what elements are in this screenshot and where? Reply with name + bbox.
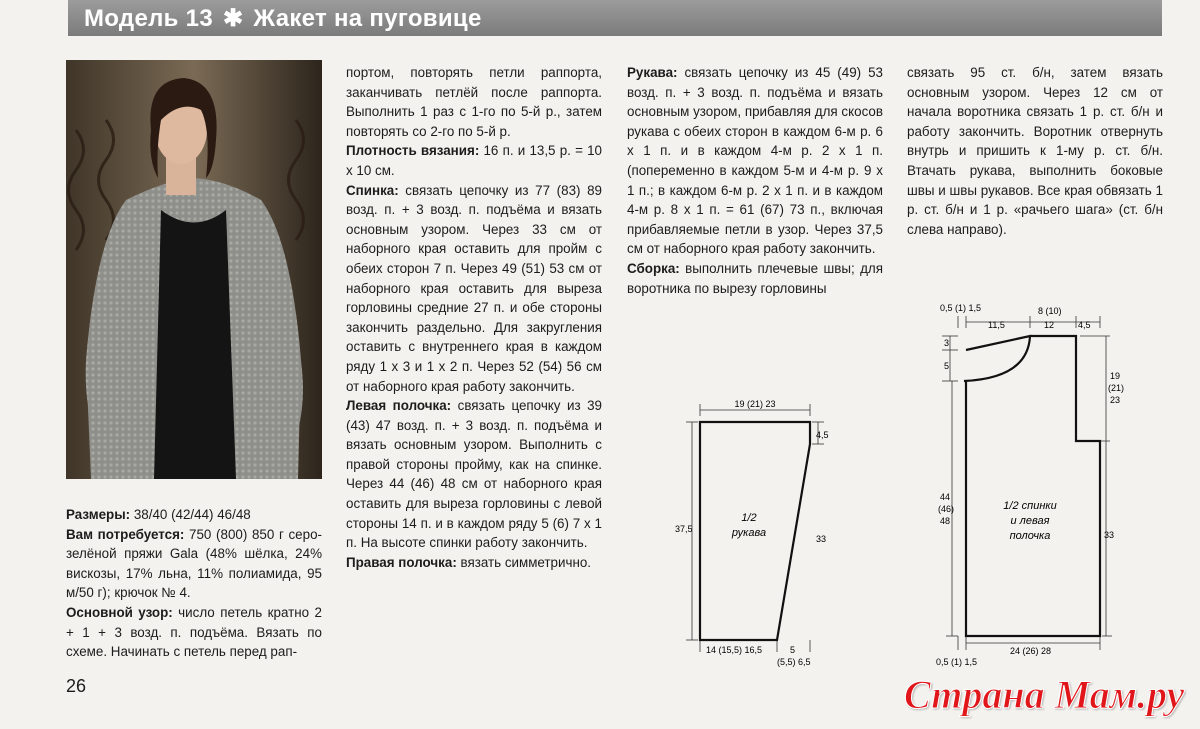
armhole-height-c: 23 — [1110, 395, 1121, 405]
paragraph: Плотность вязания: 16 п. и 13,5 р. = 10 х 10 см. — [346, 143, 602, 178]
sleeve-label-1: 1/2 — [741, 512, 757, 524]
bottom-left-margin: 0,5 (1) 1,5 — [936, 657, 978, 667]
right-top-width: 4,5 — [1078, 320, 1091, 330]
sleeve-bottom-width: 14 (15,5) 16,5 — [706, 645, 763, 655]
armhole-height-b: (21) — [1108, 383, 1125, 393]
front-height-c: 48 — [940, 516, 951, 526]
neck-width: 12 — [1044, 320, 1055, 330]
back-front-diagram — [930, 298, 1130, 675]
diagram-label-2: и левая — [1010, 515, 1050, 527]
column-3 — [627, 63, 883, 298]
sleeve-diagram — [666, 396, 846, 681]
paragraph: портом, повторять петли раппорта, заканчивать петлёй после раппорта. Выполнить 1 раз с 1-го по 5-й р., затем повторять со 2-го по 5-й р. — [346, 65, 602, 139]
column-1 — [66, 505, 322, 662]
sleeve-left-height: 37,5 — [675, 524, 693, 534]
neck-top-width: 8 (10) — [1038, 306, 1062, 316]
sleeve-right-top: 4,5 — [816, 430, 829, 440]
paragraph: Основной узор: число петель кратно 2 + 1 + 3 возд. п. подъёма. Вязать по схеме. Начинать с петель перед рап- — [66, 604, 323, 660]
front-height-b: (46) — [938, 504, 955, 514]
top-left-margin: 0,5 (1) 1,5 — [940, 303, 982, 313]
paragraph: связать 95 ст. б/н, затем вязать основным узором. Через 12 см от начала воротника связать 1 р. ст. б/н и работу закончить. Воротник отвернуть внутрь и пришить к 1-му р. ст. б/н. Втачать рукава, выполнить боковые швы и швы рукавов. Все края обвязать 1 р. ст. б/н и 1 р. «рачьего шага» (ст. б/н слева направо). — [907, 65, 1163, 237]
left-dim-3: 3 — [944, 338, 950, 348]
sleeve-right-height: 33 — [816, 534, 827, 544]
bottom-width: 24 (26) 28 — [1010, 646, 1052, 656]
star-icon: ✱ — [222, 5, 244, 32]
paragraph: Правая полочка: вязать симметрично. — [346, 554, 592, 570]
sleeve-label-2: рукава — [731, 527, 767, 539]
page-number: 26 — [66, 676, 87, 696]
paragraph: Размеры: 38/40 (42/44) 46/48 — [66, 507, 251, 522]
model-name: Жакет на пуговице — [253, 5, 482, 32]
model-photo — [66, 60, 322, 479]
column-4 — [907, 63, 1163, 239]
sleeve-top-width: 19 (21) 23 — [734, 399, 776, 409]
sleeve-bottom-right-b: (5,5) 6,5 — [777, 657, 811, 667]
model-number: Модель 13 — [84, 5, 213, 32]
paragraph: Левая полочка: связать цепочку из 39 (43) 47 возд. п. + 3 возд. п. подъёма и вязать основным узором. Выполнить с правой стороны пройму, как на спинке. Через 44 (46) 48 см от наборного края оставить для выреза горловины с левой стороны 14 п. и в каждом ряду 5 (6) 7 х 1 п. На высоте спинки работу закончить. — [346, 398, 603, 551]
paragraph: Вам потребуется: 750 (800) 850 г серо-зелёной пряжи Gala (48% шёлка, 24% вискозы, 17% льна, 11% полиамида, 95 м/50 г); крючок № 4. — [66, 526, 322, 601]
left-dim-5: 5 — [944, 361, 950, 371]
diagram-label-1: 1/2 спинки — [1003, 500, 1057, 512]
page-title — [84, 4, 482, 33]
paragraph: Рукава: связать цепочку из 45 (49) 53 возд. п. + 3 возд. п. подъёма и вязать основным узором, прибавляя для скосов рукава с обеих сторон в каждом 6-м р. 6 х 1 п. и в каждом 4-м р. 2 х 1 п. (попеременно в каждом 5-м и 4-м р. 9 х 1 п.; в каждом 6-м р. 2 х 1 п. и в каждом 4-м р. 8 х 1 п. = 61 (67) 73 п., включая прибавляемые петли в узор. Через 37,5 см от наборного края работу закончить. — [627, 65, 883, 257]
diagram-label-3: полочка — [1009, 530, 1051, 542]
side-height: 33 — [1104, 530, 1115, 540]
watermark-logo: Страна Мам.ру — [904, 672, 1185, 717]
armhole-height-a: 19 — [1110, 371, 1121, 381]
paragraph: Сборка: выполнить плечевые швы; для воротника по вырезу горловины — [627, 260, 883, 296]
shoulder-width: 11,5 — [988, 320, 1005, 330]
column-2 — [346, 63, 602, 572]
sleeve-bottom-right-a: 5 — [790, 645, 796, 655]
paragraph: Спинка: связать цепочку из 77 (83) 89 возд. п. + 3 возд. п. подъёма и вязать основным узором. Через 33 см от наборного края оставить для пройм с обеих сторон 7 п. Через 49 (51) 53 см от наборного края оставить для выреза горловины средние 27 п. и обе стороны закончить раздельно. Для закругления оставить с внутреннего края в каждом ряду 1 х 3 и 1 х 2 п. Через 52 (54) 56 см от наборного края работу закончить. — [346, 182, 602, 394]
front-height-a: 44 — [940, 492, 951, 502]
